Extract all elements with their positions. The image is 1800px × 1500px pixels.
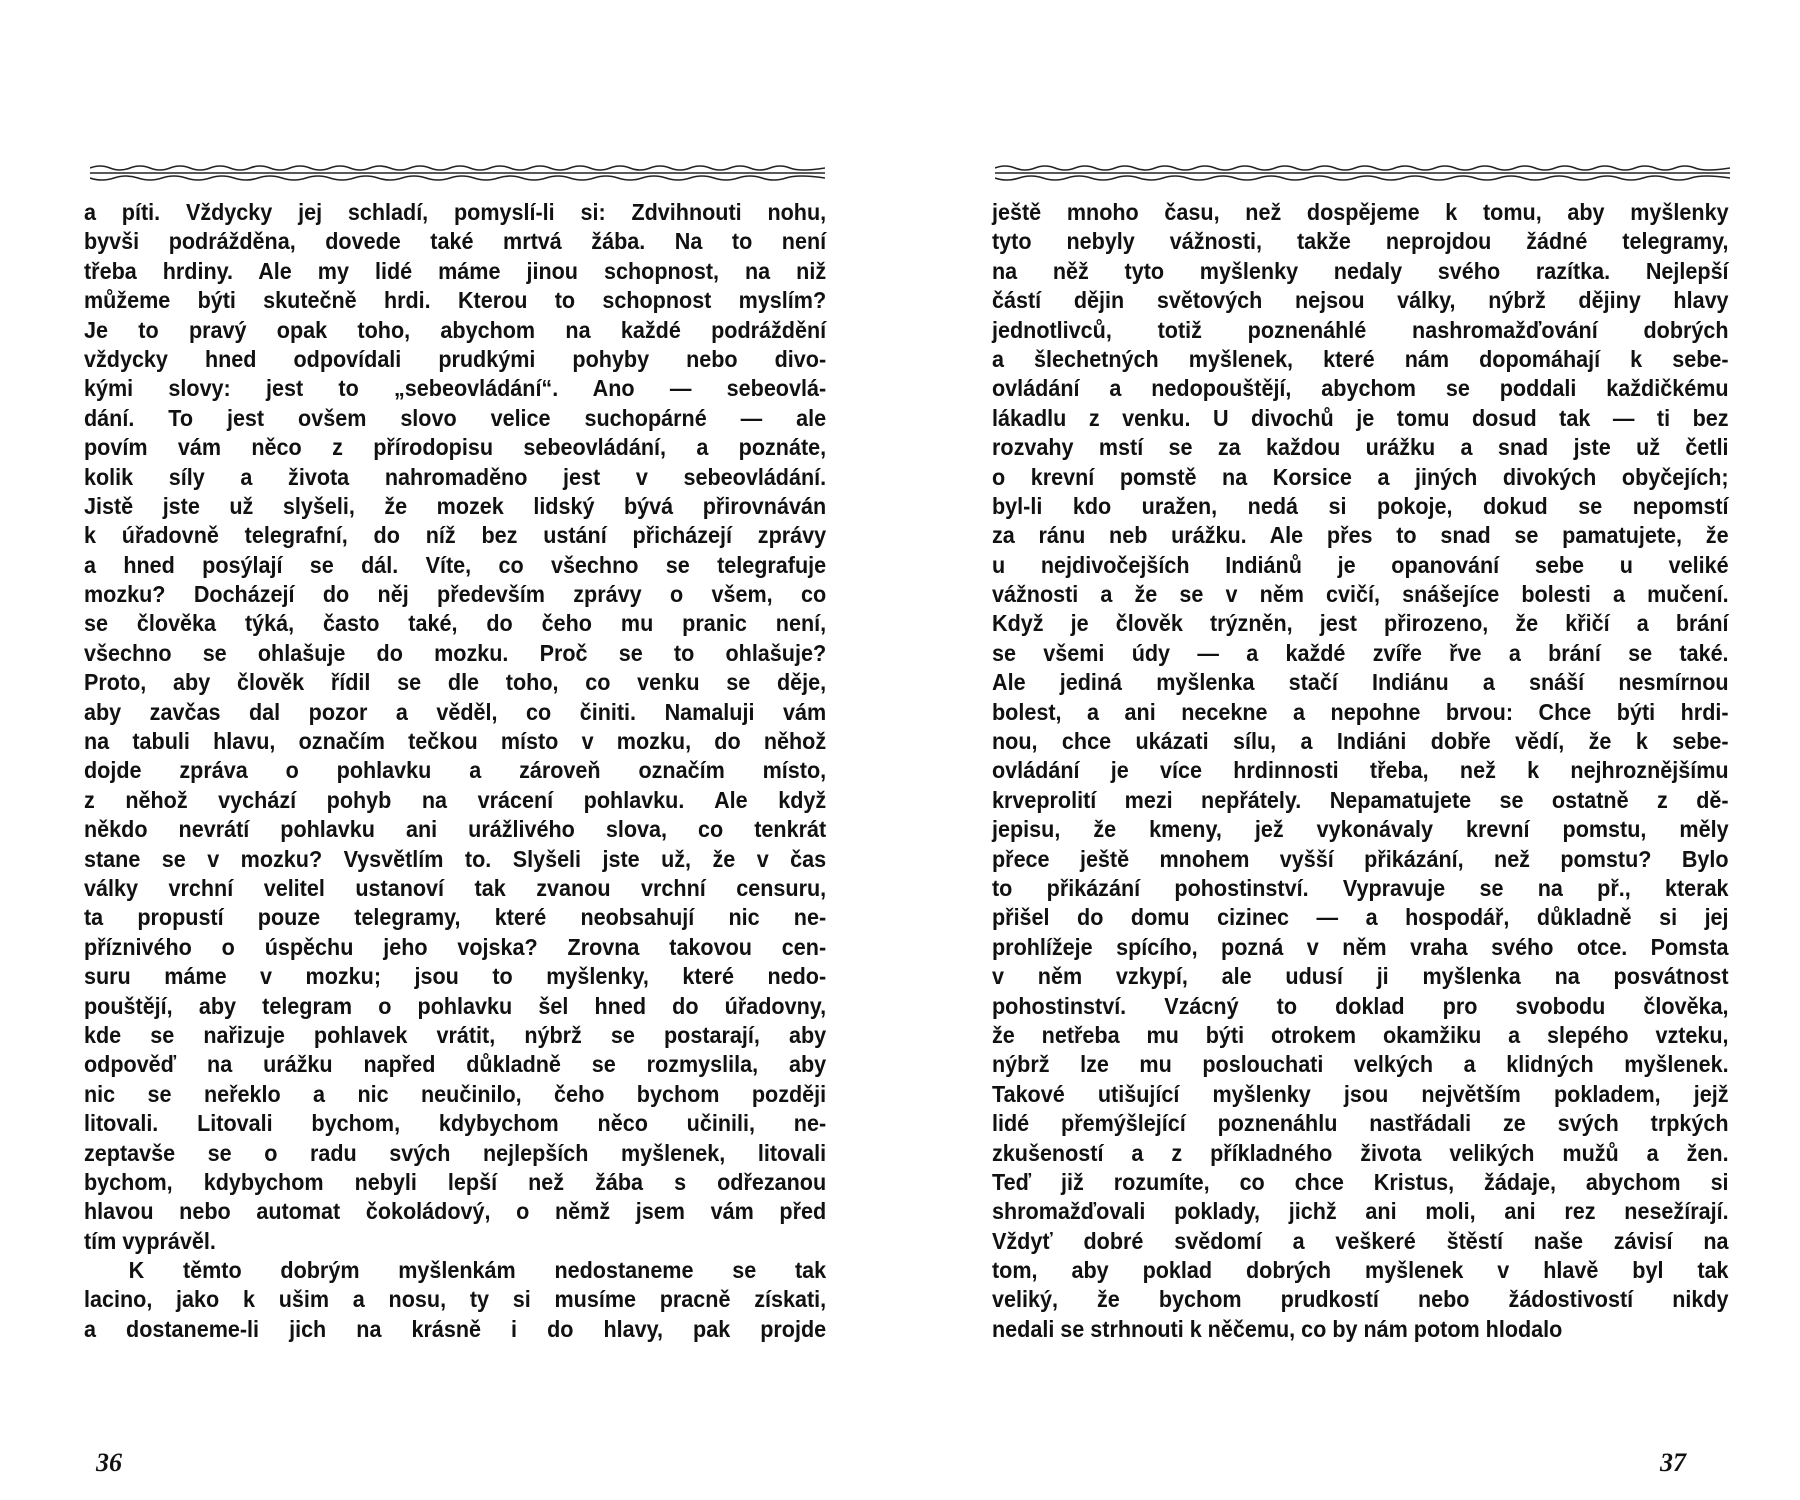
text-line: z něhož vychází pohyb na vrácení pohlavku. Ale když (84, 786, 827, 813)
text-line: pouštějí, aby telegram o pohlavku šel hned do úřadovny, (84, 992, 827, 1019)
text-line: přece ještě mnohem vyšší přikázání, než pomstu? Bylo (992, 845, 1729, 872)
text-line: to přikázání pohostinství. Vypravuje se na př., kterak (992, 874, 1729, 901)
text-line: nou, chce ukázati sílu, a Indiáni dobře vědí, že k sebe- (992, 728, 1729, 755)
text-line: a píti. Vždycky jej schladí, pomyslí-li si: Zdvihnouti nohu, (84, 199, 827, 225)
text-line: někdo nevrátí pohlavku ani urážlivého slova, co tenkrát (84, 816, 827, 843)
wavy-rule-icon (90, 162, 825, 184)
text-line: Proto, aby člověk řídil se dle toho, co venku se děje, (84, 669, 827, 696)
page-number: 36 (96, 1448, 122, 1477)
text-line: shromažďovali poklady, jichž ani moli, ani rez nesežírají. (992, 1198, 1729, 1225)
header-ornament (995, 162, 1730, 184)
text-line: Jistě jste už slyšeli, že mozek lidský bývá přirovnáván (84, 492, 827, 519)
text-line: hlavou nebo automat čokoládový, o němž jsem vám před (84, 1198, 827, 1225)
text-line: Vždyť dobré svědomí a veškeré štěstí naše závisí na (992, 1227, 1729, 1254)
text-line: Když je člověk trýzněn, jest přirozeno, že křičí a brání (992, 610, 1729, 637)
text-line: tom, aby poklad dobrých myšlenek v hlavě byl tak (992, 1257, 1729, 1284)
text-line: suru máme v mozku; jsou to myšlenky, které nedo- (84, 963, 827, 990)
text-line: že netřeba mu býti otrokem okamžiku a slepého vzteku, (992, 1021, 1729, 1048)
text-line: lacino, jako k ušim a nosu, ty si musíme pracně získati, (84, 1286, 827, 1313)
text-line: se člověka týká, často také, do čeho mu pranic není, (84, 610, 827, 637)
text-line: jepisu, že kmeny, jež vykonávaly krevní pomstu, měly (992, 816, 1729, 843)
text-line: všechno se ohlašuje do mozku. Proč se to ohlašuje? (84, 639, 827, 666)
text-line: nýbrž lze mu poslouchati velkých a klidných myšlenek. (992, 1051, 1729, 1078)
right-page-text (992, 198, 1729, 1344)
wavy-rule-icon (995, 162, 1730, 184)
text-line: nedali se strhnouti k něčemu, co by nám potom hlodalo (992, 1315, 1563, 1342)
right-page (900, 0, 1800, 1500)
text-line: Takové utišující myšlenky jsou největším pokladem, jejž (992, 1080, 1729, 1107)
text-line: Teď již rozumíte, co chce Kristus, žádaje, abychom si (992, 1168, 1729, 1195)
text-line: zkušeností a z příkladného života velikých mužů a žen. (992, 1139, 1729, 1166)
header-ornament (90, 162, 825, 184)
text-line: za ránu neb urážku. Ale přes to snad se pamatujete, že (992, 522, 1729, 549)
text-line: kolik síly a života nahromaděno jest v sebeovládání. (84, 463, 827, 490)
text-line: K těmto dobrým myšlenkám nedostaneme se tak (128, 1257, 827, 1284)
text-line: litovali. Litovali bychom, kdybychom něco učinili, ne- (84, 1110, 827, 1137)
text-line: odpověď na urážku napřed důkladně se rozmyslila, aby (84, 1051, 827, 1078)
text-line: na něž tyto myšlenky nedaly svého razítka. Nejlepší (992, 257, 1729, 284)
text-line: můžeme býti skutečně hrdi. Kterou to schopnost myslím? (84, 287, 827, 314)
text-line: částí dějin světových nejsou války, nýbrž dějiny hlavy (992, 287, 1729, 314)
text-line: rozvahy mstí se za každou urážku a snad jste už četli (992, 434, 1729, 461)
text-line: Ale jediná myšlenka stačí Indiánu a snáší nesmírnou (992, 669, 1729, 696)
text-line: veliký, že bychom prudkostí nebo žádostivostí nikdy (992, 1286, 1729, 1313)
left-page-text (84, 198, 826, 1344)
text-line: se všemi údy — a každé zvíře řve a brání se také. (992, 639, 1729, 666)
text-line: krveprolití mezi nepřátely. Nepamatujete se ostatně z dě- (992, 786, 1729, 813)
text-line: mozku? Docházejí do něj především zprávy o všem, co (84, 581, 827, 608)
text-line: o krevní pomstě na Korsice a jiných divokých obyčejích; (992, 463, 1729, 490)
text-line: na tabuli hlavu, označím tečkou místo v mozku, do něhož (84, 728, 827, 755)
text-line: stane se v mozku? Vysvětlím to. Slyšeli jste už, že v čas (84, 845, 827, 872)
text-line: ovládání a nedopouštějí, abychom se poddali každičkému (992, 375, 1729, 402)
text-line: kde se nařizuje pohlavek vrátit, nýbrž se postarají, aby (84, 1021, 827, 1048)
text-line: bolest, a ani necekne a nepohne brvou: Chce býti hrdi- (992, 698, 1729, 725)
text-line: vždycky hned odpovídali prudkými pohyby nebo divo- (84, 345, 827, 372)
text-line: přišel do domu cizinec — a hospodář, důkladně si jej (992, 904, 1729, 931)
text-line: bychom, kdybychom nebyli lepší než žába s odřezanou (84, 1168, 827, 1195)
text-line: k úřadovně telegrafní, do níž bez ustání přicházejí zprávy (84, 522, 827, 549)
text-line: povím vám něco z přírodopisu sebeovládání, a poznáte, (84, 434, 827, 461)
text-line: prohlížeje spícího, pozná v něm vraha svého otce. Pomsta (992, 933, 1729, 960)
text-line: a dostaneme-li jich na krásně i do hlavy, pak projde (84, 1315, 827, 1342)
text-line: byvši podrážděna, dovede také mrtvá žába. Na to není (84, 228, 827, 255)
text-line: příznivého o úspěchu jeho vojska? Zrovna takovou cen- (84, 933, 827, 960)
text-line: a šlechetných myšlenek, které nám dopomáhají k sebe- (992, 345, 1729, 372)
text-line: ta propustí pouze telegramy, které neobsahují nic ne- (84, 904, 827, 931)
text-line: kými slovy: jest to „sebeovládání“. Ano — sebeovlá- (84, 375, 827, 402)
text-line: zeptavše se o radu svých nejlepších myšlenek, litovali (84, 1139, 827, 1166)
text-line: dojde zpráva o pohlavku a zároveň označím místo, (84, 757, 827, 784)
text-line: vážnosti a že se v něm cvičí, snášejíce bolesti a mučení. (992, 581, 1729, 608)
text-line: dání. To jest ovšem slovo velice suchopárné — ale (84, 404, 827, 431)
text-line: a hned posýlají se dál. Víte, co všechno se telegrafuje (84, 551, 827, 578)
text-line: nic se neřeklo a nic neučinilo, čeho bychom později (84, 1080, 827, 1107)
text-line: tím vyprávěl. (84, 1227, 216, 1254)
page-number: 37 (1660, 1448, 1686, 1477)
text-line: Je to pravý opak toho, abychom na každé podráždění (84, 316, 827, 343)
text-line: třeba hrdiny. Ale my lidé máme jinou schopnost, na niž (84, 257, 827, 284)
text-line: aby zavčas dal pozor a věděl, co činiti. Namaluji vám (84, 698, 827, 725)
text-line: lidé přemýšlející poznenáhlu nastřádali ze svých trpkých (992, 1110, 1729, 1137)
text-line: v něm vzkypí, ale udusí ji myšlenka na posvátnost (992, 963, 1729, 990)
text-line: ještě mnoho času, než dospějeme k tomu, aby myšlenky (992, 199, 1729, 225)
text-line: jednotlivců, totiž poznenáhlé nashromažďování dobrých (992, 316, 1729, 343)
text-line: u nejdivočejších Indiánů je opanování sebe u veliké (992, 551, 1729, 578)
text-line: ovládání je více hrdinnosti třeba, než k nejhroznějšímu (992, 757, 1729, 784)
text-line: války vrchní velitel ustanoví tak zvanou vrchní censuru, (84, 874, 827, 901)
text-line: lákadlu z venku. U divochů je tomu dosud tak — ti bez (992, 404, 1729, 431)
text-line: tyto nebyly vážnosti, takže neprojdou žádné telegramy, (992, 228, 1729, 255)
text-line: pohostinství. Vzácný to doklad pro svobodu člověka, (992, 992, 1729, 1019)
text-line: byl-li kdo uražen, nedá si pokoje, dokud se nepomstí (992, 492, 1729, 519)
